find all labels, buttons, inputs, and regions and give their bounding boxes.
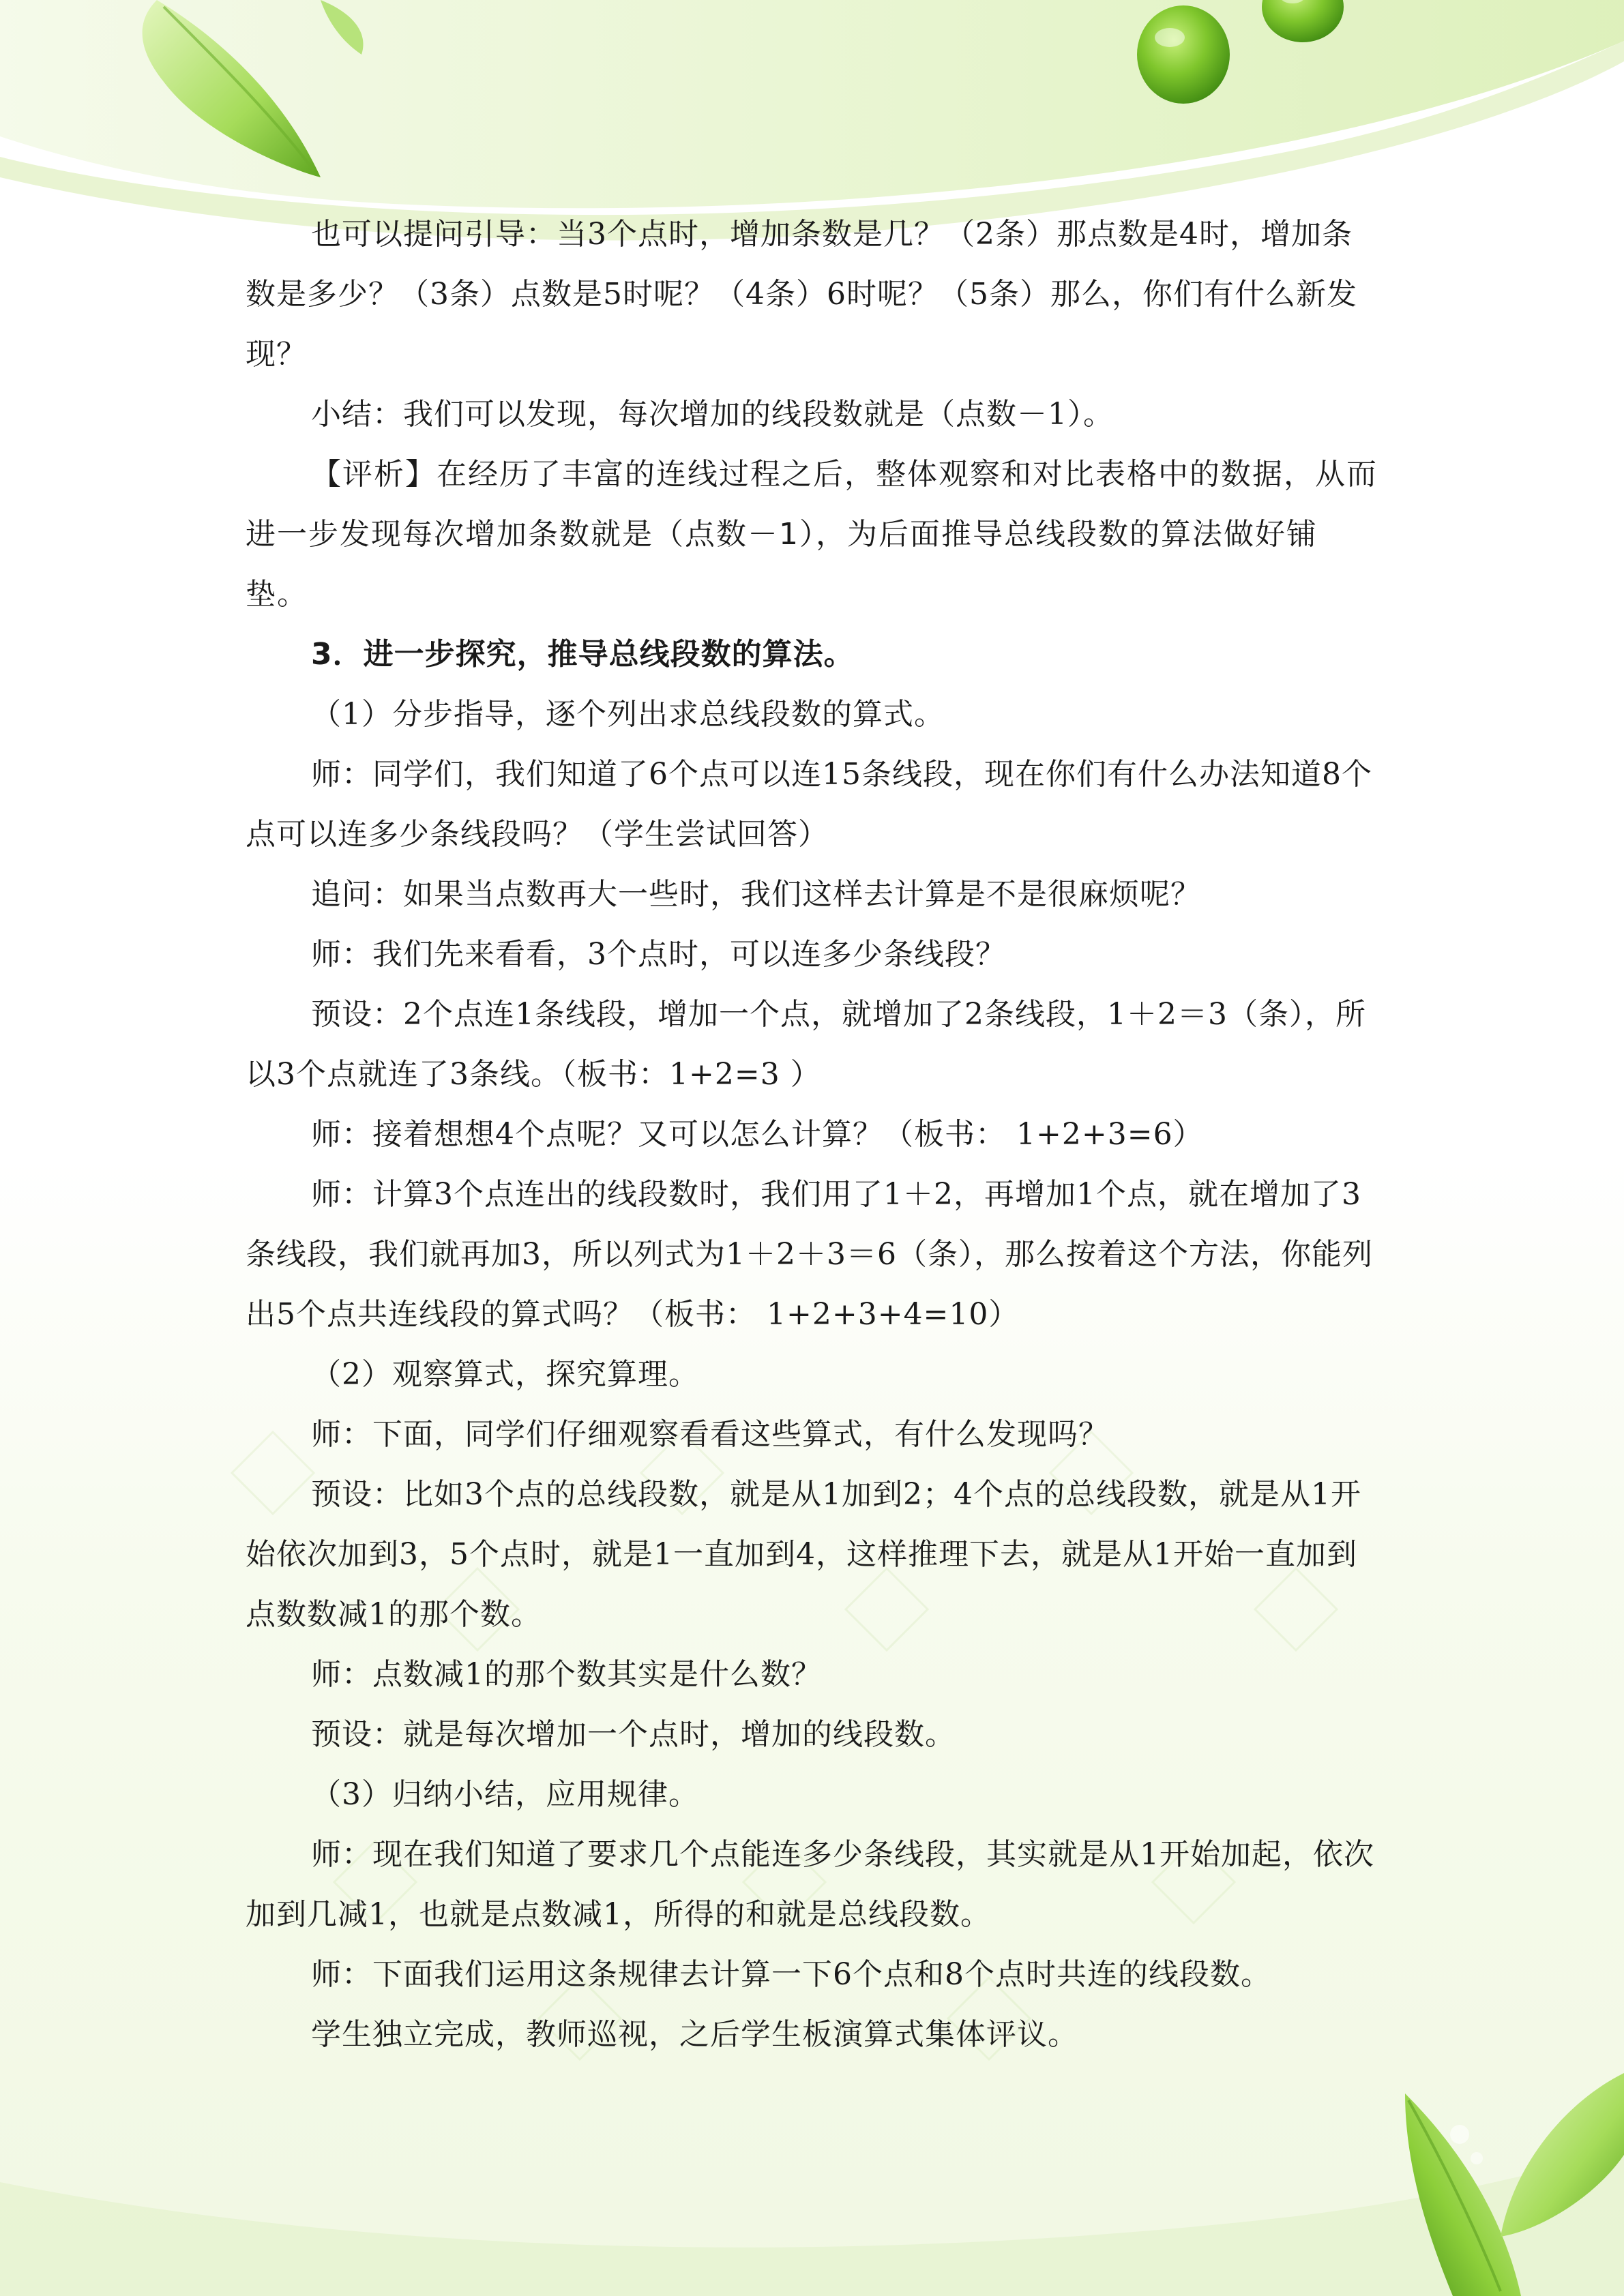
paragraph-teacher-rule: 师：现在我们知道了要求几个点能连多少条线段，其实就是从1开始加起，依次加到几减1，也就是点数减1，所得的和就是总线段数。 bbox=[246, 1837, 1374, 1932]
paragraph-teacher-4-points: 师：接着想想4个点呢？又可以怎么计算？（板书： 1+2+3=6） bbox=[311, 1117, 1204, 1152]
document-body bbox=[246, 205, 1378, 2065]
paragraph-teacher-5-points: 师：计算3个点连出的线段数时，我们用了1＋2，再增加1个点，就在增加了3条线段，我们就再加3，所以列式为1＋2＋3＝6（条），那么按着这个方法，你能列出5个点共连线段的算式吗？（板书： 1+2+3+4=10） bbox=[246, 1177, 1373, 1332]
paragraph-question-guide: 也可以提问引导：当3个点时，增加条数是几？（2条）那点数是4时，增加条数是多少？（3条）点数是5时呢？（4条）6时呢？（5条）那么，你们有什么新发现？ bbox=[246, 217, 1357, 372]
paragraph-teacher-minus-one: 师：点数减1的那个数其实是什么数？ bbox=[311, 1657, 822, 1692]
paragraph-follow-up-question: 追问：如果当点数再大一些时，我们这样去计算是不是很麻烦呢？ bbox=[311, 877, 1201, 912]
paragraph-summary: 小结：我们可以发现，每次增加的线段数就是（点数－1）。 bbox=[311, 397, 1114, 432]
paragraph-preset-pattern: 预设：比如3个点的总线段数，就是从1加到2；4个点的总线段数，就是从1开始依次加到3，5个点时，就是1一直加到4，这样推理下去，就是从1开始一直加到点数数减1的那个数。 bbox=[246, 1477, 1361, 1632]
subheading-step-guide: （1）分步指导，逐个列出求总线段数的算式。 bbox=[311, 697, 945, 732]
paragraph-teacher-3-points: 师：我们先来看看，3个点时，可以连多少条线段？ bbox=[311, 937, 1006, 972]
paragraph-preset-increment: 预设：就是每次增加一个点时，增加的线段数。 bbox=[311, 1717, 956, 1752]
section-heading-3: 3．进一步探究，推导总线段数的算法。 bbox=[311, 637, 855, 672]
subheading-conclude-apply: （3）归纳小结，应用规律。 bbox=[311, 1777, 699, 1812]
paragraph-analysis: 【评析】在经历了丰富的连线过程之后，整体观察和对比表格中的数据，从而进一步发现每次增加条数就是（点数－1），为后面推导总线段数的算法做好铺垫。 bbox=[246, 457, 1378, 612]
paragraph-teacher-apply: 师：下面我们运用这条规律去计算一下6个点和8个点时共连的线段数。 bbox=[311, 1957, 1271, 1992]
subheading-observe-formulas: （2）观察算式，探究算理。 bbox=[311, 1357, 699, 1392]
paragraph-students-practice: 学生独立完成，教师巡视，之后学生板演算式集体评议。 bbox=[311, 2017, 1078, 2052]
paragraph-teacher-observe: 师：下面，同学们仔细观察看看这些算式，有什么发现吗？ bbox=[311, 1417, 1109, 1452]
paragraph-preset-3-points: 预设：2个点连1条线段，增加一个点，就增加了2条线段，1＋2＝3（条），所以3个点就连了3条线。（板书：1+2=3 ） bbox=[246, 997, 1366, 1092]
paragraph-teacher-question-8-points: 师：同学们，我们知道了6个点可以连15条线段，现在你们有什么办法知道8个点可以连多少条线段吗？（学生尝试回答） bbox=[246, 757, 1372, 852]
